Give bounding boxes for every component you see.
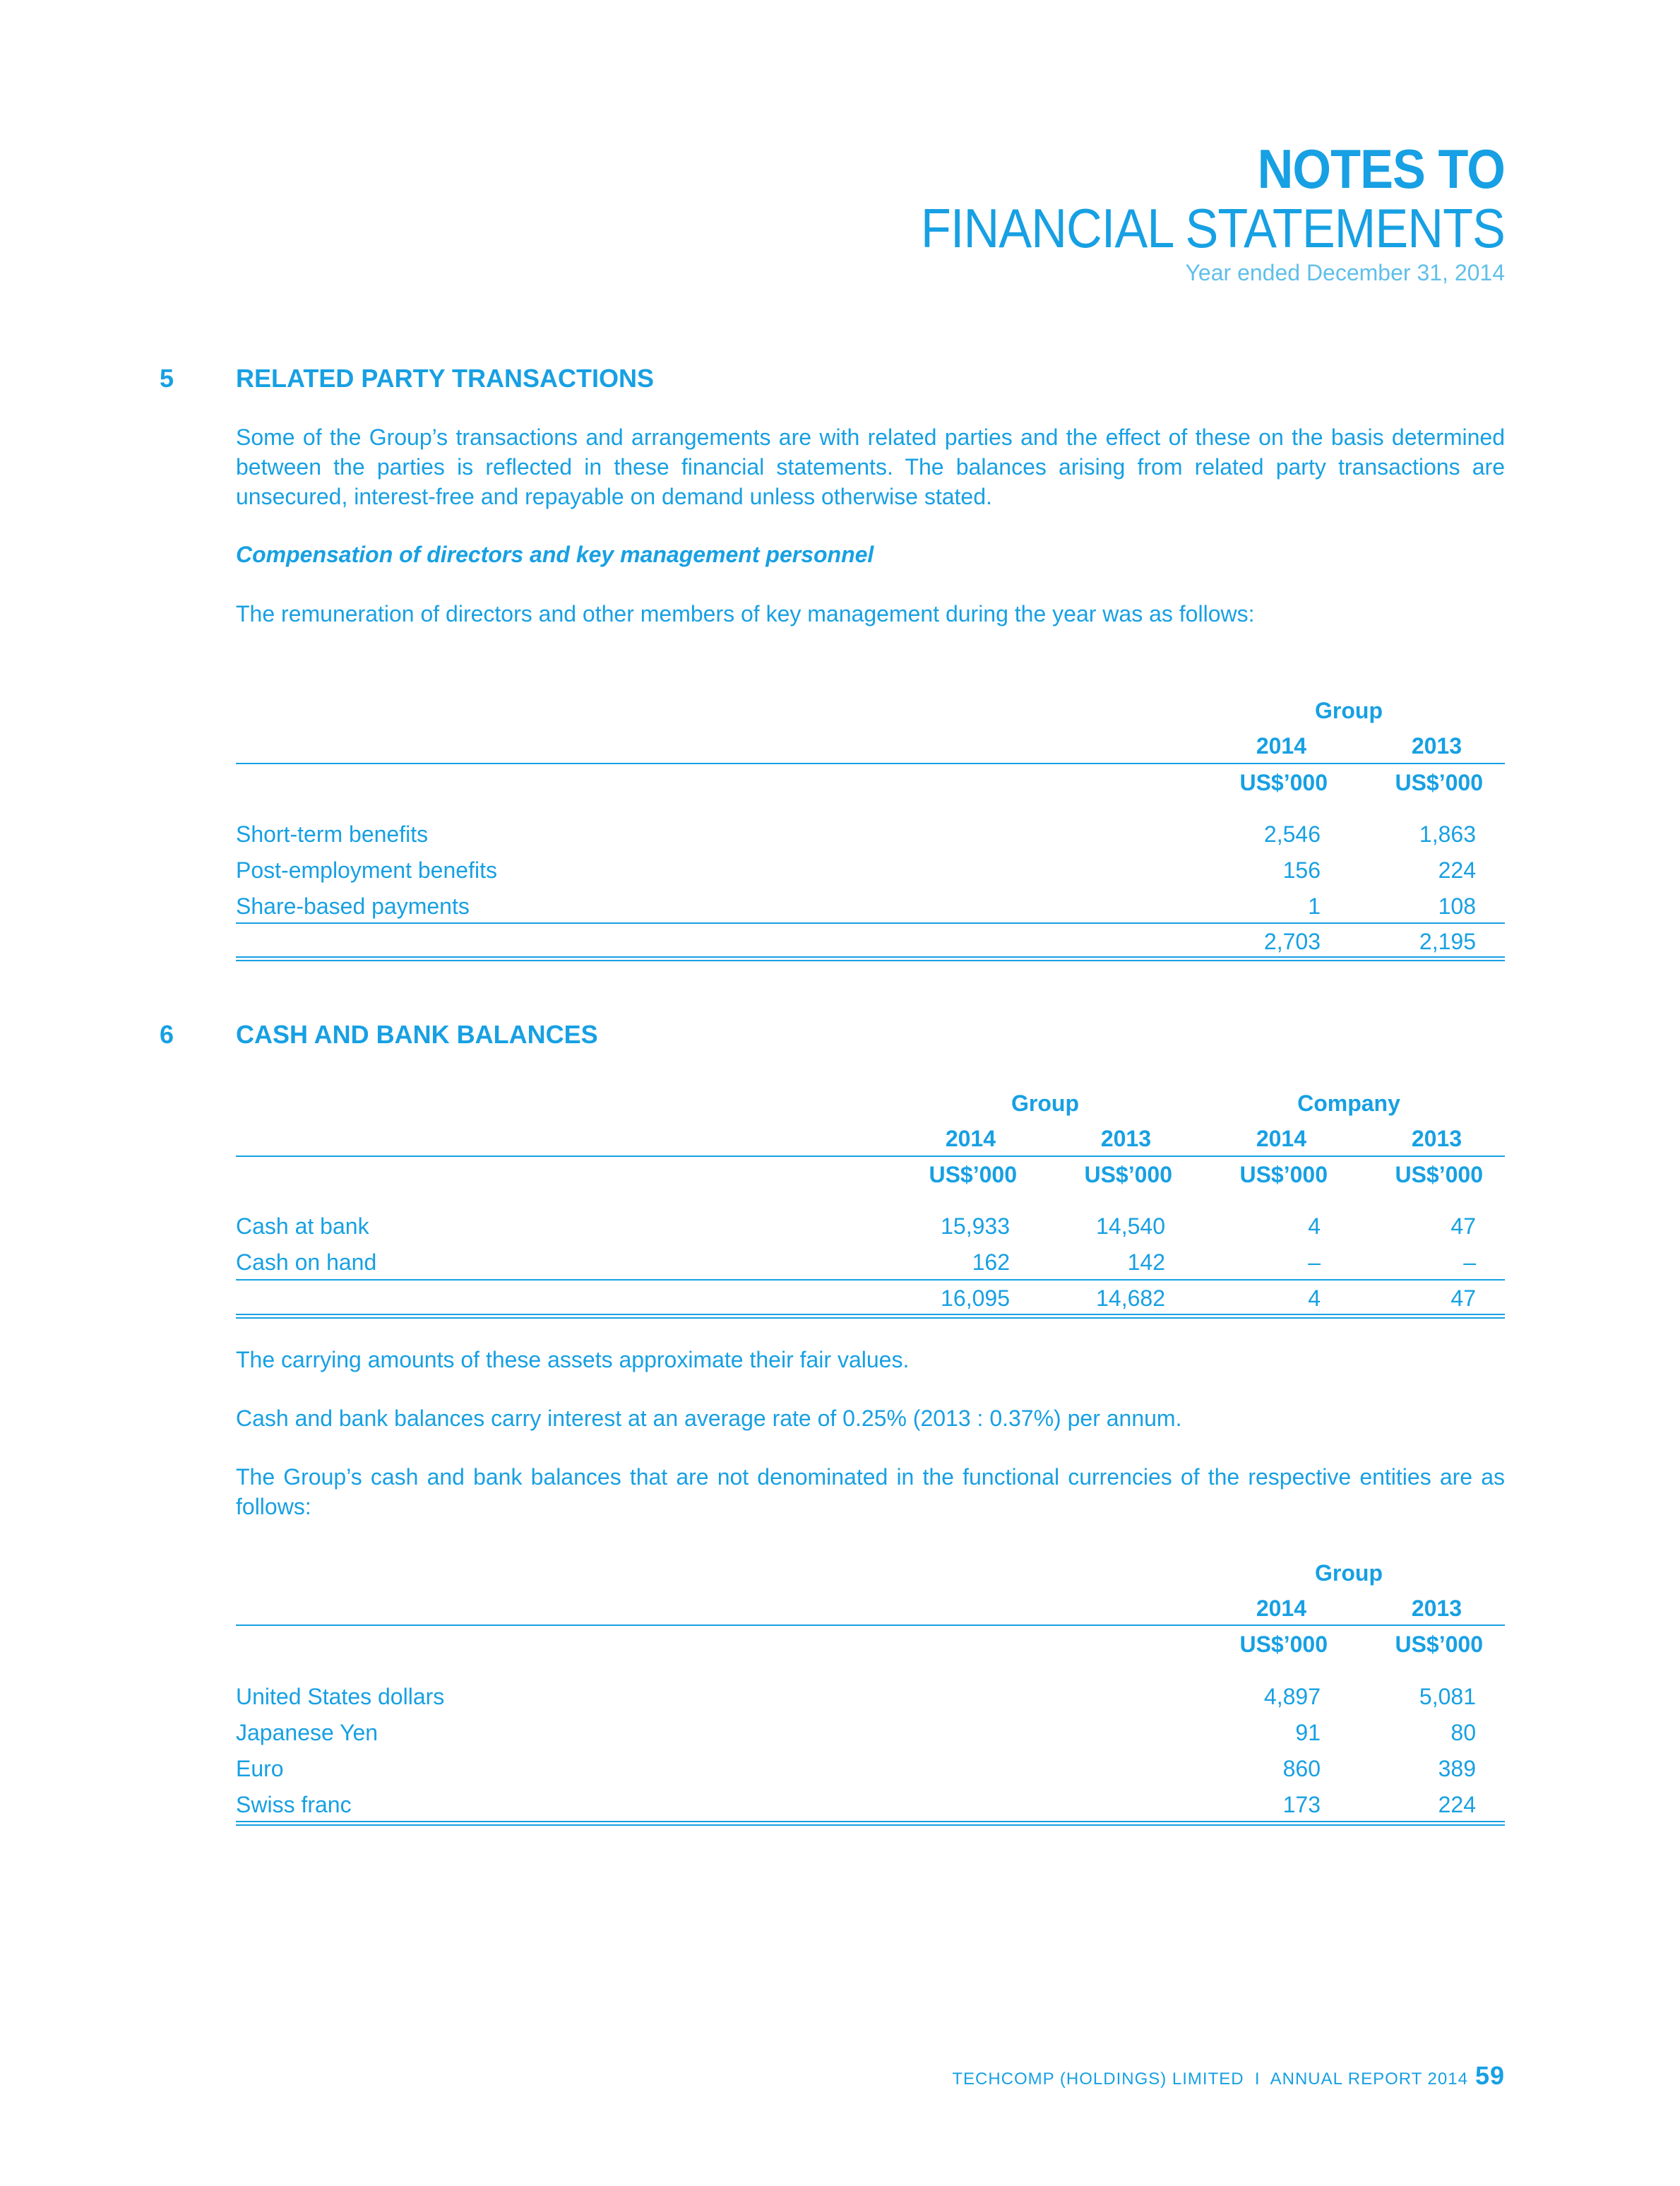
t3-group-label: Group [1315,1560,1383,1586]
section-6-note-1: The carrying amounts of these assets approximate their fair values. [236,1347,910,1372]
t1-header-rule [236,763,1505,764]
t1-total-double-rule [236,956,1505,961]
t1-row-value: 108 [1438,893,1476,919]
t3-year-2013: 2013 [1411,1596,1462,1621]
t3-row-value: 5,081 [1419,1684,1476,1709]
page-title-line2: FINANCIAL STATEMENTS [920,197,1505,259]
t2-subtotal-rule [236,1279,1505,1281]
section-5-subheading: Compensation of directors and key management personnel [236,542,874,567]
t1-row-value: 1 [1308,893,1321,919]
section-5-lead: The remuneration of directors and other members of key management during the year was as follows: [236,601,1255,626]
t2-row-value: 15,933 [941,1213,1010,1239]
t2-unit: US$’000 [1239,1162,1328,1187]
t1-row-value: 156 [1282,857,1321,883]
page-header [856,138,1505,286]
t2-row-value: 4 [1308,1213,1321,1239]
t2-row-value: 47 [1450,1213,1476,1239]
t2-year: 2013 [1100,1126,1151,1151]
t1-total-2013: 2,195 [1419,929,1476,954]
t2-unit: US$’000 [1084,1162,1172,1187]
t3-row-label: Japanese Yen [236,1720,379,1745]
t1-row-label: Post-employment benefits [236,857,497,883]
t2-year: 2014 [1256,1126,1306,1151]
t3-row-value: 91 [1295,1720,1321,1745]
t1-total-2014: 2,703 [1263,929,1321,954]
t3-header-rule [236,1624,1505,1626]
t2-total: 47 [1450,1285,1476,1311]
t2-row-label: Cash at bank [236,1213,369,1239]
t3-year-2014: 2014 [1256,1596,1306,1621]
t3-row-label: Euro [236,1756,284,1781]
footer-text: TECHCOMP (HOLDINGS) LIMITED I ANNUAL REPORT 2014 [952,2069,1468,2089]
t3-row-value: 4,897 [1263,1684,1321,1709]
t2-unit: US$’000 [929,1162,1017,1187]
page-number: 59 [1475,2061,1505,2090]
t1-subtotal-rule [236,922,1505,924]
t1-year-2013: 2013 [1411,733,1462,759]
section-6-title: CASH AND BANK BALANCES [236,1020,598,1049]
section-6-note-3: The Group’s cash and bank balances that are not denominated in the functional currencies of the respective entities are as follows: [236,1464,1505,1519]
t1-row-label: Share-based payments [236,893,470,919]
page-footer [952,2061,1505,2091]
t1-row-value: 224 [1438,857,1476,883]
t1-row-value: 2,546 [1263,821,1321,847]
t2-company-label: Company [1297,1091,1400,1116]
t3-row-value: 860 [1282,1756,1321,1781]
t2-total: 16,095 [941,1285,1010,1311]
section-5-number: 5 [160,364,174,393]
page-title-line1: NOTES TO [1257,138,1505,200]
t2-year: 2013 [1411,1126,1462,1151]
t1-row-value: 1,863 [1419,821,1476,847]
t2-total: 4 [1308,1285,1321,1311]
t1-group-label: Group [1315,698,1383,723]
t2-row-value: 142 [1127,1249,1165,1275]
t3-row-value: 80 [1450,1720,1476,1745]
t3-row-value: 173 [1282,1792,1321,1817]
page-period: Year ended December 31, 2014 [1185,260,1505,285]
section-5-intro: Some of the Group’s transactions and arrangements are with related parties and the effect of these on the basis determined between the parties is reflected in these financial statements. The balances arising from related party transactions are unsecured, interest-free and repayable on demand unless otherwise stated. [236,424,1505,509]
t2-total-double-rule [236,1314,1505,1319]
t2-group-label: Group [1011,1091,1079,1116]
t2-header-rule [236,1156,1505,1157]
t3-row-label: United States dollars [236,1684,445,1709]
t3-total-double-rule [236,1821,1505,1826]
section-6-number: 6 [160,1020,174,1049]
t3-unit-2013: US$’000 [1395,1632,1483,1657]
section-5-title: RELATED PARTY TRANSACTIONS [236,364,655,393]
t2-row-value: 162 [972,1249,1010,1275]
t2-row-value: 14,540 [1096,1213,1165,1239]
t2-year: 2014 [945,1126,996,1151]
t3-row-value: 389 [1438,1756,1476,1781]
t1-unit-2014: US$’000 [1239,770,1328,795]
t1-unit-2013: US$’000 [1395,770,1483,795]
section-6-note-2: Cash and bank balances carry interest at an average rate of 0.25% (2013 : 0.37%) per annum. [236,1406,1182,1431]
t2-row-value: – [1308,1249,1321,1275]
t3-row-label: Swiss franc [236,1792,352,1817]
t1-year-2014: 2014 [1256,733,1306,759]
t2-unit: US$’000 [1395,1162,1483,1187]
t2-row-value: – [1463,1249,1476,1275]
t2-total: 14,682 [1096,1285,1165,1311]
t3-row-value: 224 [1438,1792,1476,1817]
t2-row-label: Cash on hand [236,1249,377,1275]
t1-row-label: Short-term benefits [236,821,429,847]
t3-unit-2014: US$’000 [1239,1632,1328,1657]
